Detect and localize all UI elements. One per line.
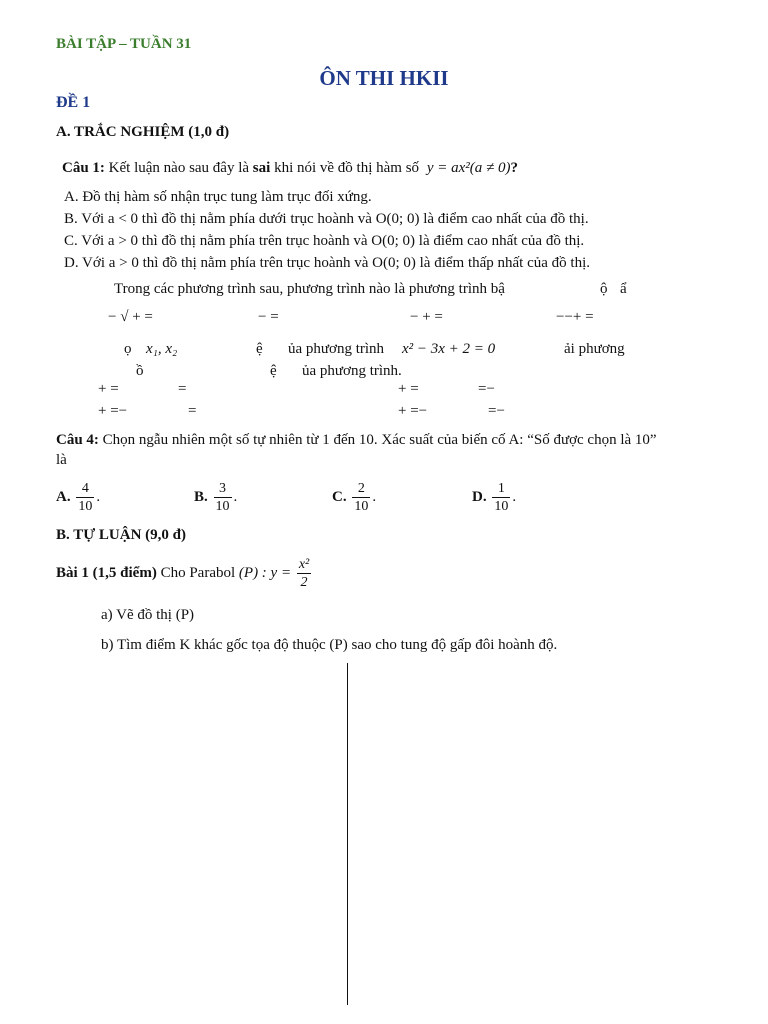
q1-option-a: A. Đồ thị hàm số nhận trục tung làm trục đối xứng. (64, 189, 372, 205)
exam-label: ĐỀ 1 (56, 94, 91, 111)
vertical-divider (347, 663, 348, 1005)
bai-1-label: Bài 1 (1,5 điểm) (56, 564, 157, 581)
q3-option-fragment: = (178, 381, 187, 397)
q3-fragment: ọ (124, 341, 132, 357)
q1-option-b: B. Với a < 0 thì đồ thị nằm phía dưới trục hoành và O(0; 0) là điểm cao nhất của đồ thị. (64, 211, 589, 227)
q4-option-b: B. $\frac{3}{10}$ . (194, 481, 238, 514)
q2-fragment: ộ (600, 281, 608, 297)
q3-fragment: ải phương (564, 341, 625, 357)
parabol-formula: (P) : y = (238, 564, 292, 581)
q3-option-fragment: + =− (398, 403, 428, 419)
q2-option-fragment: −−+ = (556, 309, 594, 325)
q3-fragment: ồ (136, 363, 144, 379)
q3-option-fragment: =− (478, 381, 495, 397)
q3-fragment: ệ (256, 341, 263, 357)
question-4: Câu 4: Chọn ngẫu nhiên một số tự nhiên từ 1 đến 10. Xác suất của biến cố A: “Số được chọn là 10” (56, 432, 657, 448)
q1-option-c: C. Với a > 0 thì đồ thị nằm phía trên trục hoành và O(0; 0) là điểm cao nhất của đồ thị. (64, 233, 585, 249)
q3-fragment: ủa phương trình. (302, 363, 402, 379)
q3-option-fragment: =− (488, 403, 505, 419)
question-4-label: Câu 4: (56, 432, 99, 448)
bai-1-part-a: a) Vẽ đồ thị (P) (101, 607, 195, 623)
page-title: ÔN THI HKII (319, 66, 449, 90)
q3-roots: x₁, x₂ (146, 341, 178, 357)
q4-option-c: C. $\frac{2}{10}$ . (332, 481, 377, 514)
q2-fragment: ẩ (620, 281, 627, 297)
q2-option-fragment: − + = (410, 309, 443, 325)
bai-1: Bài 1 (1,5 điểm) Cho Parabol (P) : y = $\frac{\text{x²}}{2}$ (56, 557, 310, 590)
q3-option-fragment: + = (98, 381, 119, 397)
q2-option-fragment: − = (258, 309, 279, 325)
section-b-heading: B. TỰ LUẬN (9,0 đ) (56, 527, 187, 543)
bai-1-part-b: b) Tìm điểm K khác gốc tọa độ thuộc (P) sao cho tung độ gấp đôi hoành độ. (101, 637, 558, 653)
question-1: Câu 1: Kết luận nào sau đây là sai khi nói về đồ thị hàm số y = ax²(a ≠ 0)? (62, 160, 518, 176)
q4-option-a: A. $\frac{4}{10}$ . (56, 481, 101, 514)
q3-option-fragment: = (188, 403, 197, 419)
q2-option-fragment: − √ + = (108, 309, 153, 325)
q4-option-d: D. $\frac{1}{10}$ . (472, 481, 517, 514)
section-a-heading: A. TRẮC NGHIỆM (1,0 đ) (56, 124, 230, 140)
q3-option-fragment: + = (398, 381, 419, 397)
q3-option-fragment: + =− (98, 403, 128, 419)
q1-option-d: D. Với a > 0 thì đồ thị nằm phía trên trục hoành và O(0; 0) là điểm thấp nhất của đồ thị. (64, 255, 590, 271)
week-label: BÀI TẬP – TUẦN 31 (56, 36, 192, 52)
question-1-label: Câu 1: (62, 160, 105, 176)
question-4-continued: là (56, 452, 67, 468)
question-2-text: Trong các phương trình sau, phương trình nào là phương trình bậ (114, 281, 505, 297)
q3-equation: x² − 3x + 2 = 0 (402, 341, 496, 357)
q3-fragment: ệ (270, 363, 277, 379)
question-1-formula: y = ax²(a ≠ 0) (426, 160, 511, 176)
q3-fragment: ủa phương trình (288, 341, 385, 357)
